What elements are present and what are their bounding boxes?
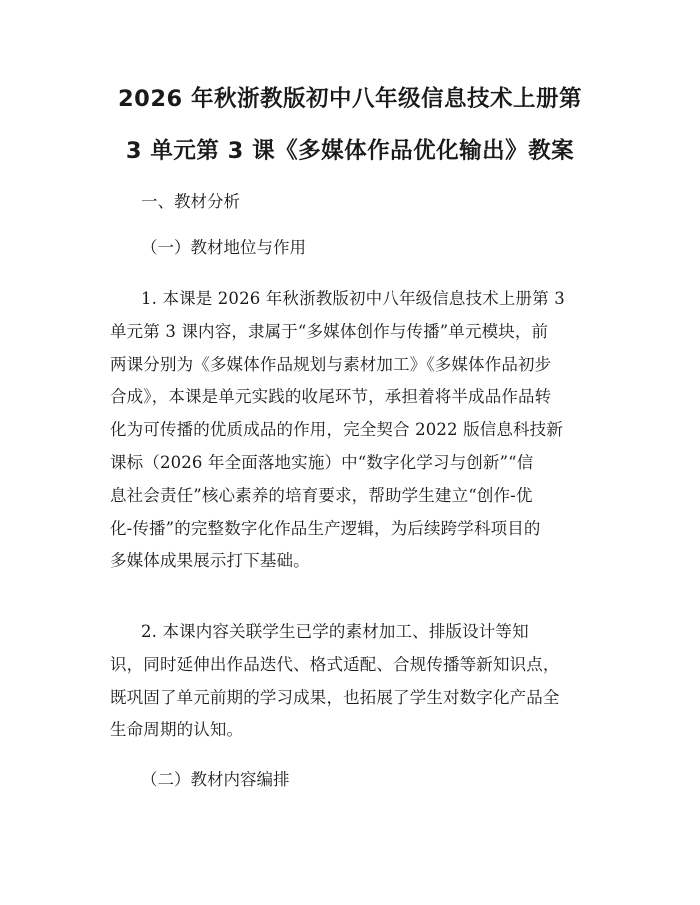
paragraph-2 (110, 616, 590, 747)
paragraph-line: 息社会责任”核心素养的培育要求，帮助学生建立“创作-优 (110, 485, 533, 505)
paragraph-line: 生命周期的认知。 (110, 720, 244, 740)
paragraph-line: 化为可传播的优质成品的作用，完全契合 2022 版信息科技新 (110, 420, 563, 440)
paragraph-line: 课标（2026 年全面落地实施）中“数字化学习与创新”“信 (110, 452, 534, 472)
section-heading: 一、教材分析 (141, 192, 240, 211)
paragraph-1 (110, 283, 590, 578)
paragraph-line: 1. 本课是 2026 年秋浙教版初中八年级信息技术上册第 3 (141, 289, 565, 308)
document-title-line-2: 3 单元第 3 课《多媒体作品优化输出》教案 (125, 138, 575, 164)
paragraph-line: 合成》，本课是单元实践的收尾环节，承担着将半成品作品转 (110, 387, 552, 407)
paragraph-line: 2. 本课内容关联学生已学的素材加工、排版设计等知 (141, 622, 529, 641)
paragraph-line: 既巩固了单元前期的学习成果，也拓展了学生对数字化产品全 (110, 687, 560, 707)
paragraph-line: 多媒体成果展示打下基础。 (110, 551, 310, 571)
document-title-line-1: 2026 年秋浙教版初中八年级信息技术上册第 (118, 86, 582, 112)
subsection-heading-textbook-position: （一）教材地位与作用 (141, 238, 306, 257)
paragraph-line: 两课分别为《多媒体作品规划与素材加工》《多媒体作品初步 (110, 354, 552, 374)
paragraph-line: 单元第 3 课内容，隶属于“多媒体创作与传播”单元模块，前 (110, 321, 549, 341)
subsection-heading-content-arrangement: （二）教材内容编排 (141, 770, 290, 789)
paragraph-line: 化-传播”的完整数字化作品生产逻辑，为后续跨学科项目的 (110, 518, 541, 538)
paragraph-line: 识，同时延伸出作品迭代、格式适配、合规传播等新知识点， (110, 654, 560, 674)
